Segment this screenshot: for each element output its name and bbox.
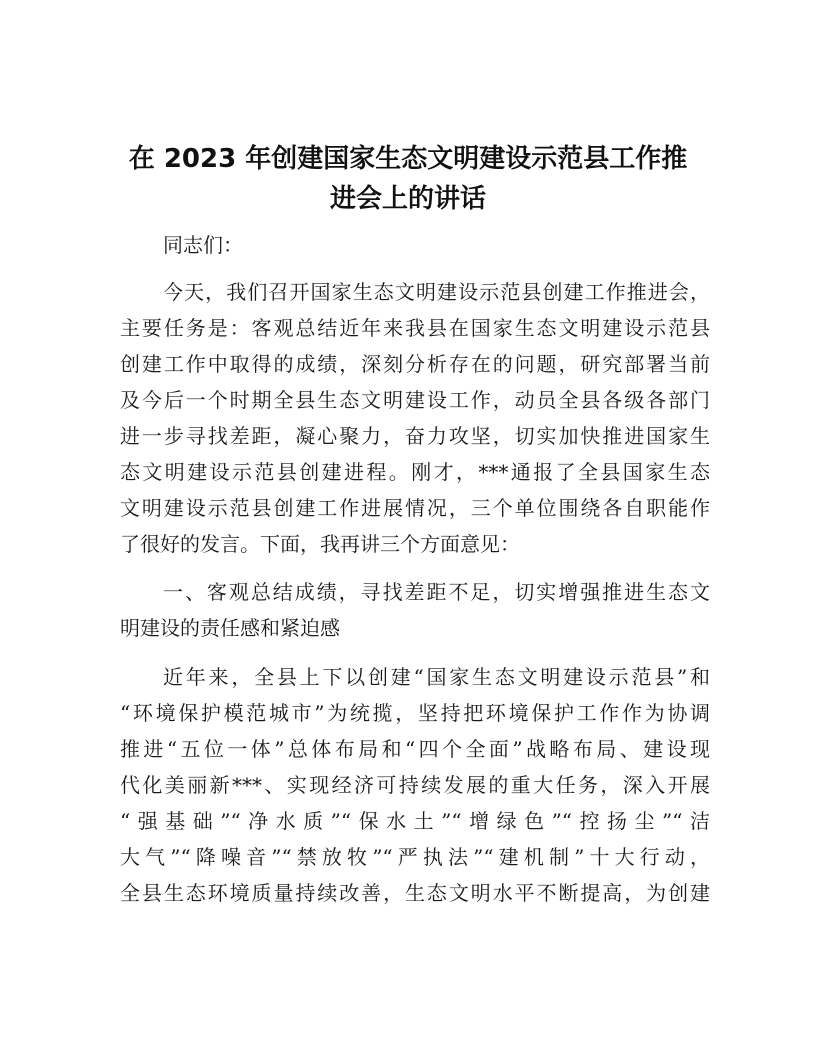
paragraph-1-line: 态文明建设示范县创建进程。刚才，***通报了全县国家生态 — [120, 460, 710, 484]
paragraph-1-line: 主要任务是：客观总结近年来我县在国家生态文明建设示范县 — [120, 316, 710, 340]
paragraph-2-line: 大气”“降噪音”“禁放牧”“严执法”“建机制”十大行动， — [120, 845, 710, 869]
paragraph-1-line: 文明建设示范县创建工作进展情况，三个单位围绕各自职能作 — [120, 496, 710, 520]
paragraph-1-line: 今天，我们召开国家生态文明建设示范县创建工作推进会， — [163, 280, 710, 304]
paragraph-2-line: 代化美丽新***、实现经济可持续发展的重大任务，深入开展 — [120, 773, 710, 797]
document-title-line-1: 在 2023 年创建国家生态文明建设示范县工作推 — [128, 144, 688, 174]
paragraph-2-line: “强基础”“净水质”“保水土”“增绿色”“控扬尘”“洁 — [120, 809, 710, 833]
paragraph-2-line: 推进“五位一体”总体布局和“四个全面”战略布局、建设现 — [120, 737, 710, 761]
paragraph-2-line: “环境保护模范城市”为统揽，坚持把环境保护工作作为协调 — [120, 701, 710, 725]
paragraph-1-line: 及今后一个时期全县生态文明建设工作，动员全县各级各部门 — [120, 388, 710, 412]
paragraph-2-line: 全县生态环境质量持续改善，生态文明水平不断提高，为创建 — [120, 881, 710, 905]
section-heading-1: 一、客观总结成绩，寻找差距不足，切实增强推进生态文 — [163, 580, 710, 604]
salutation: 同志们： — [163, 233, 243, 257]
document-title-line-2: 进会上的讲话 — [329, 184, 486, 214]
paragraph-1-line: 进一步寻找差距，凝心聚力，奋力攻坚，切实加快推进国家生 — [120, 424, 710, 448]
paragraph-1-line: 了很好的发言。下面，我再讲三个方面意见： — [120, 532, 520, 556]
paragraph-2-line: 近年来，全县上下以创建“国家生态文明建设示范县”和 — [163, 665, 710, 689]
section-heading-1-cont: 明建设的责任感和紧迫感 — [120, 616, 340, 640]
paragraph-1-line: 创建工作中取得的成绩，深刻分析存在的问题，研究部署当前 — [120, 352, 710, 376]
